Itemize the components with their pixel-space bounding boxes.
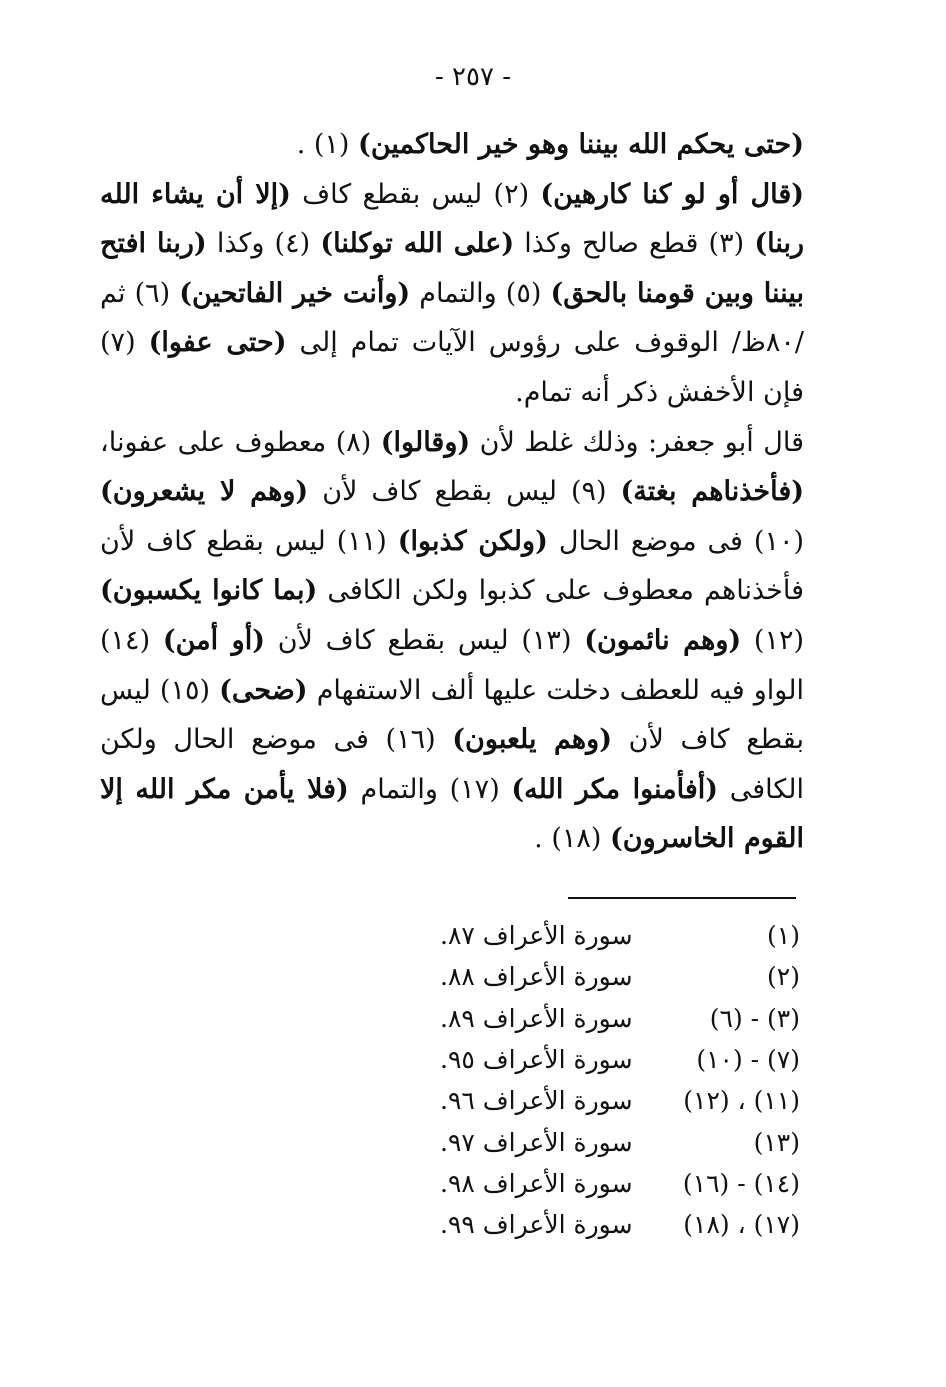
footnote-numbers: (١١) ، (١٢) [683,1086,800,1116]
footnote-numbers: (١) [767,921,800,951]
footnote-source: سورة الأعراف ٨٧. [440,921,633,951]
footnote-source: سورة الأعراف ٩٥. [440,1045,633,1075]
page-number: - ٢٥٧ - [434,62,512,92]
text-segment: (٨) معطوف على عفونا، [100,426,381,458]
quran-quote: (ربنا افتح بيننا وبين قومنا بالحق) [100,228,804,309]
text-segment: قال أبو جعفر: وذلك غلط لأن [470,426,804,458]
text-segment: (١٢) [741,624,805,656]
footnote-source: سورة الأعراف ٨٩. [440,1003,633,1033]
text-segment: (٣) قطع صالح وكذا [514,228,755,260]
footnote-numbers: (٧) - (١٠) [696,1045,800,1075]
paragraph [100,120,804,170]
quran-quote: (حتى يحكم الله بيننا وهو خير الحاكمين) [358,129,804,160]
paragraph [100,170,804,418]
quran-quote: (إلا أن يشاء الله ربنا) [100,178,805,260]
footnote-row [440,1204,800,1245]
text-segment: (١٦) فى موضع الحال ولكن الكافى [100,724,804,805]
quran-quote: (أو أمن) [162,624,265,656]
quran-quote: (ضحى) [219,674,308,706]
footnote-numbers: (٢) [767,962,800,992]
quran-quote: (بما كانوا يكسبون) [100,575,318,607]
quran-quote: (وقالوا) [380,426,471,458]
footnote-row [440,1039,800,1080]
footnote-numbers: (١٧) ، (١٨) [683,1210,800,1240]
footnote-source: سورة الأعراف ٩٦. [440,1086,633,1116]
text-segment: (١٨) . [534,823,610,855]
quran-quote: (وهم نائمون) [584,624,742,656]
quran-quote: (أفأمنوا مكر الله) [511,773,719,805]
footnote-row [440,1080,800,1121]
footnote-source: سورة الأعراف ٨٨. [440,962,633,992]
footnote-source: سورة الأعراف ٩٩. [440,1210,633,1240]
text-segment: (١١) ليس بقطع كاف لأن فأخذناهم معطوف على كذبوا ولكن الكافى [100,525,804,607]
paragraph [100,418,804,864]
footnote-source: سورة الأعراف ٩٧. [440,1127,633,1157]
quran-quote: (فأخذناهم بغتة) [620,476,804,508]
text-segment: (٢) ليس بقطع كاف [290,178,541,210]
text-segment: (٥) والتمام [410,277,551,309]
quran-quote: (حتى عفوا) [148,327,287,359]
text-segment: (١) . [296,129,359,160]
text-segment: (١٣) ليس بقطع كاف لأن [264,624,585,656]
footnote-row [440,998,800,1039]
text-segment: (٤) وكذا [206,228,321,260]
quran-quote: (على الله توكلنا) [320,228,515,260]
footnote-row [440,915,800,956]
quran-quote: (ولكن كذبوا) [397,525,548,557]
footnote-source: سورة الأعراف ٩٨. [440,1168,633,1198]
text-segment: (١٥) ليس بقطع كاف لأن [100,674,804,756]
text-segment: (١٠) فى موضع الحال [547,525,804,557]
footnote-row [440,1121,800,1162]
text-segment: (٩) ليس بقطع كاف لأن [308,476,621,508]
footnote-numbers: (١٣) [753,1127,800,1157]
main-text [100,120,804,864]
footnotes [440,915,800,1245]
text-segment: (٧) فإن الأخفش ذكر أنه تمام. [100,327,804,408]
quran-quote: (وأنت خير الفاتحين) [179,277,411,309]
footnote-numbers: (١٤) - (١٦) [682,1168,800,1198]
footnote-numbers: (٣) - (٦) [709,1003,800,1033]
text-segment: (٦) ثم /٨٠ظ/ الوقوف على رؤوس الآيات تمام إلى [100,277,804,359]
footnote-row [440,956,800,997]
quran-quote: (فلا يأمن مكر الله إلا القوم الخاسرون) [100,773,804,855]
text-segment: (١٤) الواو فيه للعطف دخلت عليها ألف الاستفهام [100,624,804,706]
quran-quote: (وهم لا يشعرون) [100,476,309,508]
quran-quote: (قال أو لو كنا كارهين) [540,178,804,210]
footnote-row [440,1163,800,1204]
footnote-divider [568,897,796,899]
text-segment: (١٧) والتمام [348,773,512,805]
quran-quote: (وهم يلعبون) [452,724,612,756]
